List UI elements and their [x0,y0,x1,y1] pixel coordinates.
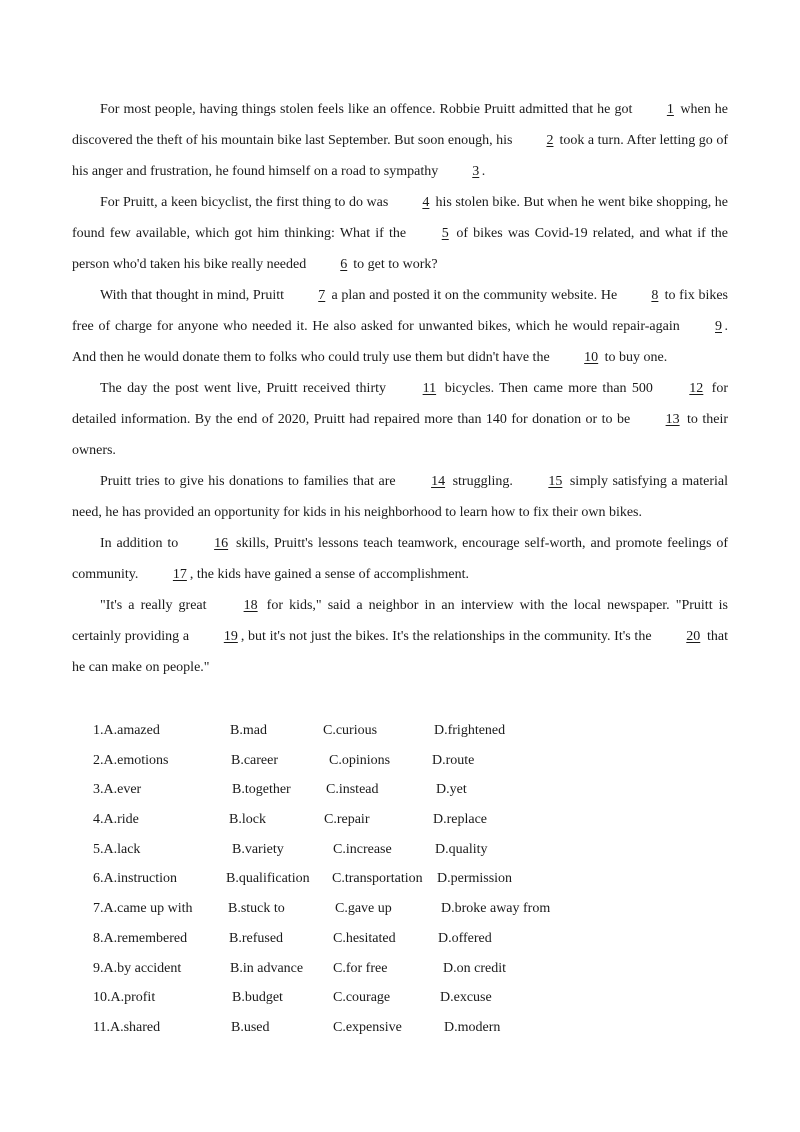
blank-19: 19 [223,629,238,644]
option-b: B.qualification [226,871,310,887]
option-d: D.broke away from [441,901,551,917]
text: The day the post went live, Pruitt received thirty [100,381,392,396]
option-b: B.variety [232,841,284,857]
blank-17: 17 [172,567,187,582]
text: that he can make on people." [72,629,728,675]
answer-options [93,716,653,1043]
text: for detailed information. By the end of 2020, Pruitt had repaired more than 140 for donation or to be [72,381,728,427]
text: For Pruitt, a keen bicyclist, the first thing to do was [100,195,392,210]
option-row-2 [93,746,653,776]
text: bicycles. Then came more than 500 [439,381,659,396]
option-d: D.replace [433,812,488,828]
text: to get to work? [349,257,438,272]
paragraph-5 [72,466,728,528]
option-c: C.expensive [333,1019,402,1035]
option-b: B.lock [229,812,266,828]
option-c: C.transportation [332,871,423,887]
option-c: C.instead [326,782,379,798]
option-a: 5.A.lack [93,841,141,857]
option-d: D.quality [435,841,488,857]
blank-18: 18 [243,598,258,613]
option-a: 2.A.emotions [93,752,169,768]
option-row-4 [93,805,653,835]
option-a: 7.A.came up with [93,901,193,917]
paragraph-7 [72,590,728,683]
option-d: D.modern [444,1019,501,1035]
option-a: 10.A.profit [93,990,156,1006]
option-c: C.gave up [335,901,392,917]
paragraph-1 [72,94,728,187]
option-a: 8.A.remembered [93,930,188,946]
option-row-5 [93,835,653,865]
text: when he discovered the theft of his mountain bike last September. But soon enough, his [72,102,728,148]
option-b: B.budget [232,990,283,1006]
blank-13: 13 [665,412,680,427]
blank-10: 10 [584,350,599,365]
blank-20: 20 [686,629,701,644]
option-b: B.together [232,782,291,798]
text: . And then he would donate them to folks who could truly use them but didn't have the [72,319,728,365]
option-row-1 [93,716,653,746]
blank-9: 9 [715,319,722,334]
blank-14: 14 [431,474,446,489]
text: For most people, having things stolen feels like an offence. Robbie Pruitt admitted that he got [100,102,637,117]
option-a: 6.A.instruction [93,871,177,887]
option-row-6 [93,864,653,894]
blank-2: 2 [546,133,554,148]
option-row-11 [93,1013,653,1043]
blank-5: 5 [441,226,449,241]
option-a: 1.A.amazed [93,723,160,738]
blank-11: 11 [422,381,437,396]
text: of bikes was Covid-19 related, and what if the person who'd taken his bike really needed [72,226,728,272]
option-a: 3.A.ever [93,782,142,798]
option-d: D.excuse [440,990,492,1006]
option-row-9 [93,954,653,984]
option-c: C.hesitated [333,930,396,946]
text: Pruitt tries to give his donations to families that are [100,474,401,489]
option-row-10 [93,983,653,1013]
option-b: B.in advance [230,960,304,976]
text: , the kids have gained a sense of accomplishment. [189,567,470,582]
option-c: C.opinions [329,752,391,768]
option-b: B.refused [229,930,284,946]
blank-15: 15 [548,474,563,489]
option-a: 4.A.ride [93,812,139,828]
paragraph-4 [72,373,728,466]
option-c: C.courage [333,990,391,1006]
text: to their owners. [72,412,728,458]
text: took a turn. After letting go of his anger and frustration, he found himself on a road to sympathy [72,133,728,179]
blank-1: 1 [666,102,674,117]
text: a plan and posted it on the community website. He [327,288,621,303]
blank-8: 8 [651,288,659,303]
option-b: B.career [231,752,279,768]
paragraph-2 [72,187,728,280]
option-a: 11.A.shared [93,1019,161,1035]
text: struggling. [448,474,518,489]
text: to fix bikes free of charge for anyone who needed it. He also asked for unwanted bikes, which he would repair-again [72,288,728,334]
text: With that thought in mind, Pruitt [100,288,288,303]
option-b: B.stuck to [228,901,285,917]
option-d: D.permission [437,871,513,887]
option-a: 9.A.by accident [93,960,182,976]
text: "It's a really great [100,598,213,613]
option-row-3 [93,775,653,805]
option-d: D.offered [438,930,492,946]
option-row-8 [93,924,653,954]
option-d: D.yet [436,782,467,798]
text: his stolen bike. But when he went bike shopping, he found few available, which got him thinking: What if the [72,195,728,241]
option-c: C.for free [333,960,388,976]
option-c: C.repair [324,812,370,828]
text: simply satisfying a material need, he has provided an opportunity for kids in his neighborhood to learn how to fix their own bikes. [72,474,728,520]
text: In addition to [100,536,184,551]
option-c: C.increase [333,841,392,857]
option-b: B.mad [230,723,267,738]
option-d: D.route [432,752,475,768]
option-d: D.frightened [434,723,506,738]
text: to buy one. [601,350,668,365]
blank-6: 6 [340,257,348,272]
option-b: B.used [231,1019,270,1035]
option-d: D.on credit [443,960,506,976]
blank-16: 16 [214,536,229,551]
paragraph-6 [72,528,728,590]
text: skills, Pruitt's lessons teach teamwork, encourage self-worth, and promote feelings of community. [72,536,728,582]
text: for kids," said a neighbor in an interview with the local newspaper. "Pruitt is certainly providing a [72,598,728,644]
passage [72,94,728,683]
option-row-7 [93,894,653,924]
text: , but it's not just the bikes. It's the relationships in the community. It's the [240,629,656,644]
option-c: C.curious [323,723,378,738]
blank-7: 7 [318,288,326,303]
blank-3: 3 [472,164,480,179]
blank-4: 4 [422,195,430,210]
blank-12: 12 [689,381,704,396]
paragraph-3 [72,280,728,373]
text: . [481,164,486,179]
